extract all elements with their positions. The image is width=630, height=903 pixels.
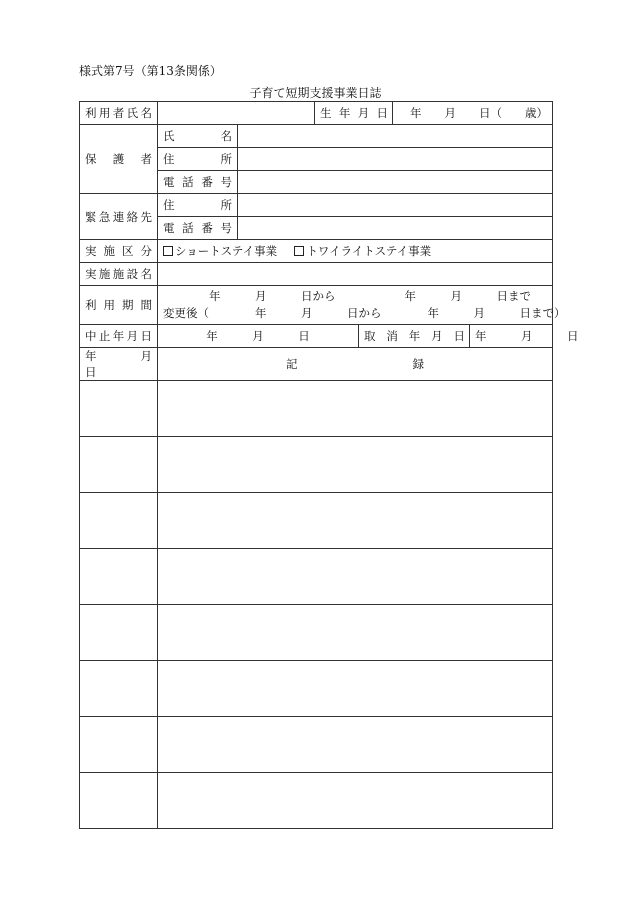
record-date-cell[interactable] [80, 605, 158, 661]
record-date-cell[interactable] [80, 773, 158, 829]
record-row [80, 717, 553, 773]
cancel-date-field[interactable]: 年 月 日 [470, 325, 553, 348]
birth-date-label: 生年月日 [315, 102, 393, 125]
guardian-phone-label: 電話番号 [158, 171, 238, 194]
guardian-label: 保 護 者 [80, 125, 158, 194]
user-name-field[interactable] [158, 102, 315, 125]
emergency-address-label: 住 所 [158, 194, 238, 217]
record-column-header: 記 録 [158, 348, 553, 381]
record-content-cell[interactable] [158, 661, 553, 717]
record-content-cell[interactable] [158, 549, 553, 605]
record-date-cell[interactable] [80, 493, 158, 549]
record-date-cell[interactable] [80, 717, 158, 773]
short-stay-checkbox-icon[interactable] [163, 246, 173, 256]
record-row [80, 773, 553, 829]
record-row [80, 493, 553, 549]
suspend-cancel-row [80, 325, 553, 348]
emergency-address-field[interactable] [238, 194, 553, 217]
twilight-stay-checkbox-icon[interactable] [294, 246, 304, 256]
suspend-date-field[interactable]: 年 月 日 [158, 325, 359, 348]
record-date-cell[interactable] [80, 437, 158, 493]
record-content-cell[interactable] [158, 605, 553, 661]
facility-name-field[interactable] [158, 263, 553, 286]
emergency-phone-label: 電話番号 [158, 217, 238, 240]
period-original-line: 年 月 日から 年 月 日まで [163, 289, 531, 303]
service-type-options [158, 240, 553, 263]
twilight-stay-option[interactable]: トワイライトステイ事業 [294, 244, 431, 258]
service-type-row [80, 240, 553, 263]
record-row [80, 605, 553, 661]
short-stay-option[interactable]: ショートステイ事業 [163, 244, 277, 258]
suspend-date-label: 中止年月日 [80, 325, 158, 348]
record-row [80, 549, 553, 605]
usage-period-label: 利用期間 [80, 286, 158, 325]
facility-row [80, 263, 553, 286]
record-header-row [80, 348, 553, 381]
record-content-cell[interactable] [158, 381, 553, 437]
record-date-cell[interactable] [80, 661, 158, 717]
user-name-label: 利用者氏名 [80, 102, 158, 125]
period-changed-line: 変更後（ 年 月 日から 年 月 日まで） [163, 306, 566, 320]
guardian-name-field[interactable] [238, 125, 553, 148]
guardian-phone-field[interactable] [238, 171, 553, 194]
guardian-address-label: 住 所 [158, 148, 238, 171]
service-type-label: 実施区分 [80, 240, 158, 263]
emergency-phone-field[interactable] [238, 217, 553, 240]
record-content-cell[interactable] [158, 437, 553, 493]
birth-date-field[interactable]: 年 月 日（ 歳） [393, 102, 553, 125]
usage-period-field[interactable] [158, 286, 566, 325]
record-row [80, 661, 553, 717]
record-row [80, 381, 553, 437]
emergency-address-row [80, 194, 553, 217]
record-date-cell[interactable] [80, 549, 158, 605]
form-title: 子育て短期支援事業日誌 [249, 86, 382, 100]
usage-period-row [80, 286, 553, 325]
user-row [80, 102, 553, 125]
facility-name-label: 実施施設名 [80, 263, 158, 286]
form-number: 様式第7号（第13条関係） [79, 64, 222, 78]
guardian-name-label: 氏 名 [158, 125, 238, 148]
guardian-name-row [80, 125, 553, 148]
record-row [80, 437, 553, 493]
emergency-contact-label: 緊急連絡先 [80, 194, 158, 240]
record-content-cell[interactable] [158, 717, 553, 773]
cancel-date-label: 取消年月日 [359, 325, 470, 348]
record-date-cell[interactable] [80, 381, 158, 437]
date-column-header: 年 月 日 [80, 348, 158, 381]
record-content-cell[interactable] [158, 773, 553, 829]
record-content-cell[interactable] [158, 493, 553, 549]
journal-form-table [79, 101, 579, 829]
guardian-address-field[interactable] [238, 148, 553, 171]
